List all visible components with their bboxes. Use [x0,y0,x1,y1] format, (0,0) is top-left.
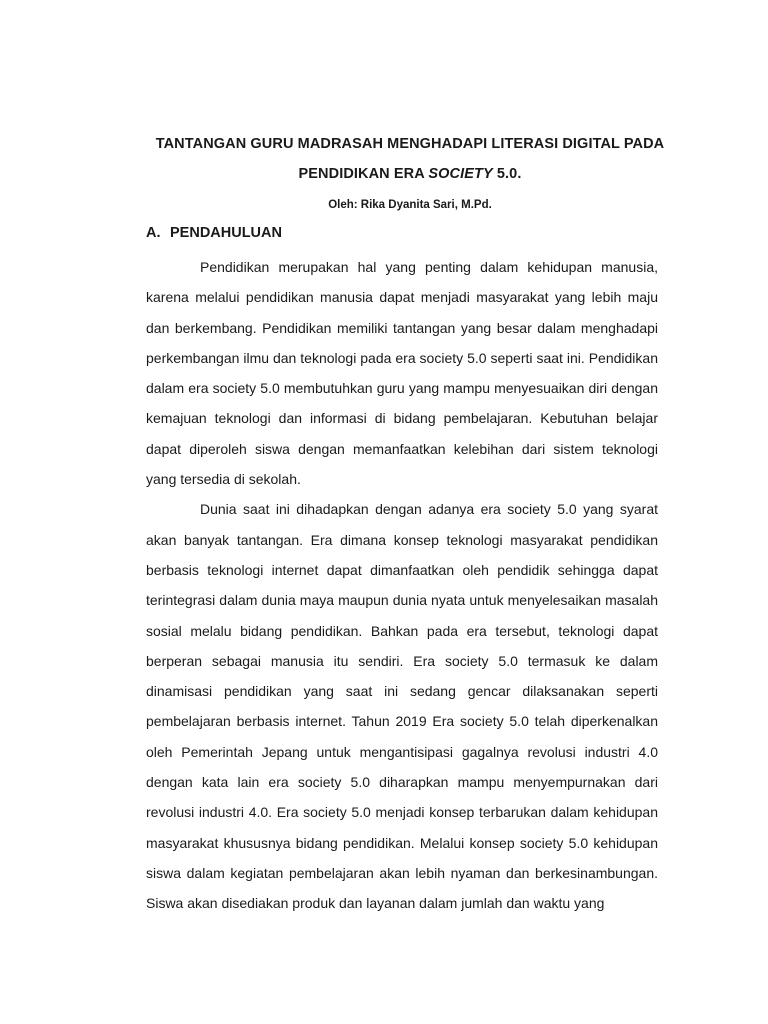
body-text [146,252,658,919]
section-heading [146,225,282,241]
title-suffix: 5.0. [492,166,522,182]
section-number: A. [146,225,161,241]
author-line: Oleh: Rika Dyanita Sari, M.Pd. [328,199,492,211]
section-title: PENDAHULUAN [170,225,282,241]
paragraph-text: Dunia saat ini dihadapkan dengan adanya era society 5.0 yang syarat akan banyak tantangan. Era dimana konsep teknologi masyarakat pendidikan berbasis teknologi internet dapat dimanfaatkan oleh pendidik sehingga dapat terintegrasi dalam dunia maya maupun dunia nyata untuk menyelesaikan masalah sosial melalu bidang pendidikan. Bahkan pada era tersebut, teknologi dapat berperan sebagai manusia itu sendiri. Era society 5.0 termasuk ke dalam dinamisasi pendidikan yang saat ini sedang gencar dilaksanakan seperti pembelajaran berbasis internet. Tahun 2019 Era society 5.0 telah diperkenalkan oleh Pemerintah Jepang untuk mengantisipasi gagalnya revolusi industri 4.0 dengan kata lain era society 5.0 diharapkan mampu menyempurnakan dari revolusi industri 4.0. Era society 5.0 menjadi konsep terbarukan dalam kehidupan masyarakat khususnya bidang pendidikan. Melalui konsep society 5.0 kehidupan siswa dalam kegiatan pembelajaran akan lebih nyaman dan berkesinambungan. Siswa akan disediakan produk dan layanan dalam jumlah dan waktu yang [146,501,658,912]
title-italic-word: SOCIETY [428,166,493,182]
document-title-line-2 [120,166,700,182]
paragraph [146,252,658,494]
paragraph-text: Pendidikan merupakan hal yang penting dalam kehidupan manusia, karena melalui pendidikan manusia dapat menjadi masyarakat yang lebih maju dan berkembang. Pendidikan memiliki tantangan yang besar dalam menghadapi perkembangan ilmu dan teknologi pada era society 5.0 seperti saat ini. Pendidikan dalam era society 5.0 membutuhkan guru yang mampu menyesuaikan diri dengan kemajuan teknologi dan informasi di bidang pembelajaran. Kebutuhan belajar dapat diperoleh siswa dengan memanfaatkan kelebihan dari sistem teknologi yang tersedia di sekolah. [146,259,658,488]
paragraph [146,494,658,918]
title-prefix: PENDIDIKAN ERA [298,166,429,182]
document-title-line-1: TANTANGAN GURU MADRASAH MENGHADAPI LITERASI DIGITAL PADA [155,136,665,152]
